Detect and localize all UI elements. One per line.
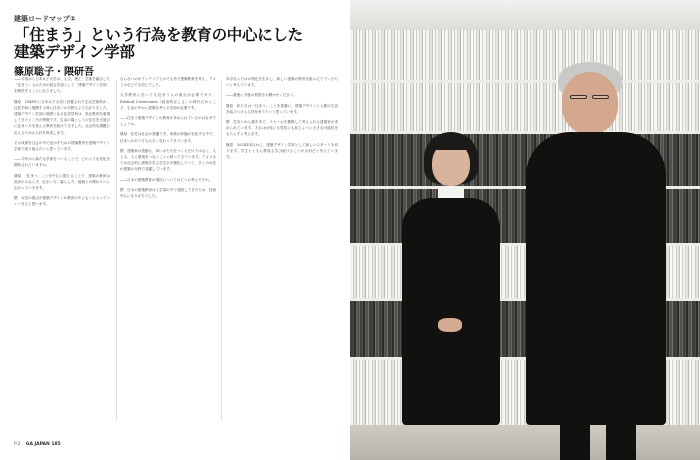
glasses-lens-left <box>570 95 587 99</box>
black-dress <box>402 198 500 425</box>
text-column-2 <box>120 76 216 432</box>
page-footer <box>14 442 61 447</box>
trouser-leg <box>560 425 590 460</box>
body-paragraph: 隈 建築家の役割も、単にかたちをつくるだけではなく、人と人、人と環境をつなぐことに移ってきています。アメリカでは社会的に建築を学ぶ学生が多様化していて、多くの女性が建築の分野で活躍しています。 <box>120 148 216 172</box>
body-paragraph: ――最後に今後の展望をお聞かせください。 <box>226 93 297 98</box>
body-paragraph: ――日本の建築教育の現状についてはどうお考えですか。 <box>120 177 213 182</box>
bookshelf-row <box>350 30 700 80</box>
body-paragraph: ――住まう建築デザインの教育が求められているのはなぜでしょうか。 <box>120 116 216 127</box>
body-paragraph: ならないのがインテリアとかでも皆で建築教育を考え、アメリカなどでも同じでした。 <box>120 77 216 88</box>
glasses-lens-right <box>592 95 609 99</box>
text-column-3 <box>226 76 338 432</box>
desk-surface <box>350 425 700 460</box>
bookshelf-row <box>350 83 700 131</box>
body-paragraph: 大学教育に於いても住まう人の視点が必要であり、Political Correctness（政治的正しさ）の時代だからこそ、生活の中から建築を考える学部が必要です。 <box>120 93 216 110</box>
title-line-2: 建築デザイン学部 <box>14 42 135 61</box>
title-line-1: 「住まう」という行為を教育の中心にした <box>14 25 303 44</box>
text-column-1 <box>14 76 110 432</box>
black-suit <box>526 132 666 425</box>
magazine-name: GA JAPAN 185 <box>25 442 61 447</box>
article-authors: 篠原聡子・隈研吾 <box>14 67 94 78</box>
article-title <box>14 26 340 60</box>
page-number: P.2 <box>14 442 21 447</box>
body-paragraph: 隈 日本の建築教育は工学部の中で発展してきたため、技術中心になりがちでした。 <box>120 187 216 199</box>
window-light <box>350 0 700 30</box>
body-paragraph: 本学ならではの特色を生かし、新しい建築の教育を組み立てていきたいと考えています。 <box>226 77 338 88</box>
body-paragraph: 隈 女性の視点が建築デザインの教育の中にもっと入っていくべきだと思います。 <box>14 196 110 207</box>
trouser-leg <box>606 425 636 460</box>
series-label: 建築ロードマップ① <box>14 15 76 23</box>
body-paragraph: 篠原 2024年4月から、建築デザイン学部として新しいスタートを切ります。学生とともに教員も学び続けることが大切だと考えています。 <box>226 142 338 160</box>
body-paragraph: ――今年から新たな学部をつくることで、どのような変化を期待されていますか。 <box>14 157 110 168</box>
body-paragraph: その成果を社会の中で活かすための建築教育を建築デザイン学部で取り組みたいと思っています。 <box>14 140 110 152</box>
body-paragraph: 隈 住まいから都市まで、スケールを横断して考えられる建築家が求められています。それは女性にも男性にも同じように大きな可能性をもたらすと考えます。 <box>226 120 338 137</box>
body-paragraph: ――今春から日本女子大学は、人文、理工、芸術を融合した「住まう」人のための総合学部として「建築デザイン学部」を開設することになりました。 <box>14 77 110 94</box>
clasped-hands <box>438 318 462 332</box>
column-divider <box>116 80 117 420</box>
face <box>562 72 618 134</box>
body-paragraph: 篠原 住宅は社会の基盤です。家族の形態が変化する中で、住まいのあり方も大きく変わってきています。 <box>120 132 216 143</box>
body-paragraph: 篠原 1948年に日本女子大学に設置された生活芸術科が、住居学科に展開する時に住まいの分野もより広がりました。建築デザイン学部の基礎となる住居学科は、設計教育を重視してきたところが特徴です。生活の場としての住宅を出発点に住まい方を捉える教育を続けてきました。社会的な課題に応えるための人材を育成します。 <box>14 99 110 135</box>
bangs <box>430 134 472 150</box>
body-paragraph: 篠原 私たちは「住まう」ことを基盤に、建築デザインと人間の生活を結びつける人材を育てたいと思っています。 <box>226 103 338 114</box>
column-divider <box>221 80 222 420</box>
portrait-photo <box>350 0 700 460</box>
body-paragraph: 篠原 「住まう」ことを中心に据えることで、建築の教育は設計のみならず、住まい方、暮らし方、地域との関わりへと広がっていきます。 <box>14 173 110 191</box>
